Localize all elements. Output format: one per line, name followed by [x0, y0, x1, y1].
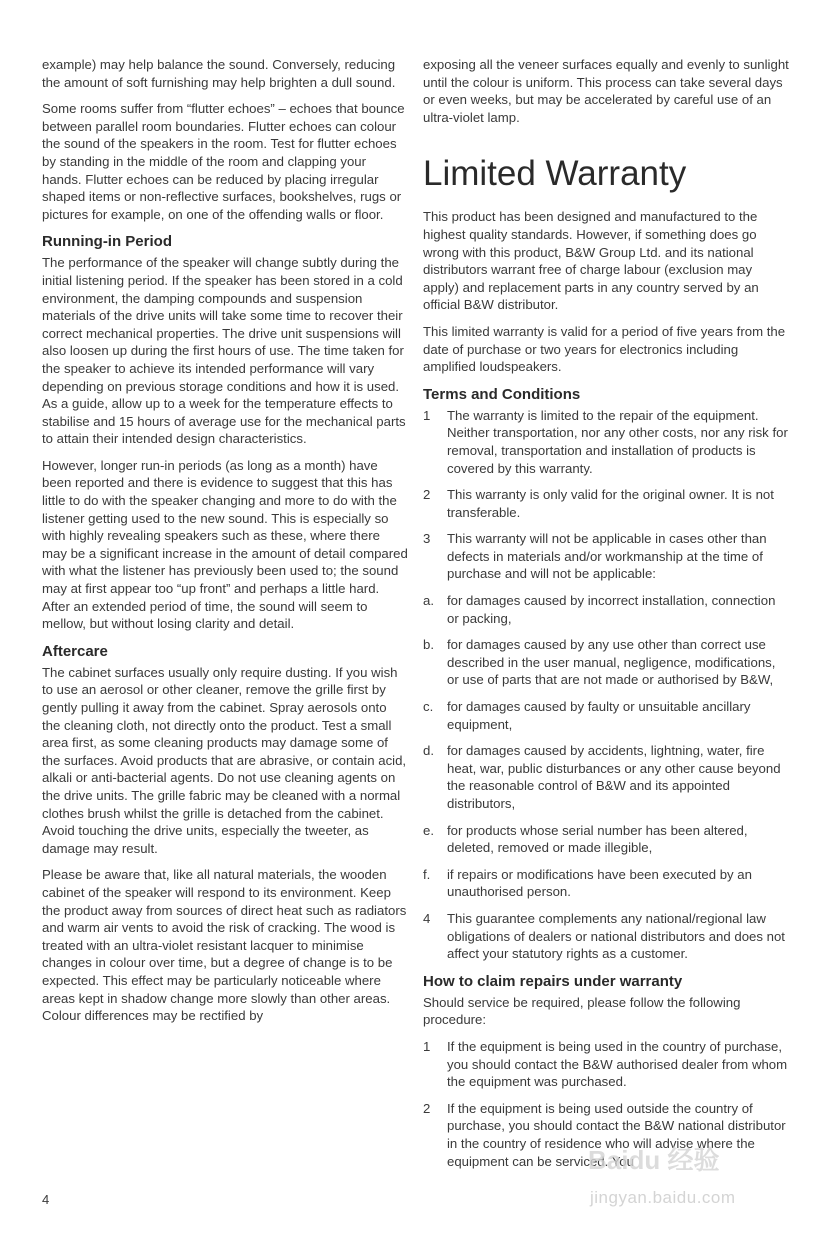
list-text: for damages caused by incorrect installation, connection or packing,	[447, 593, 776, 626]
list-number: f.	[423, 866, 431, 882]
paragraph: Some rooms suffer from “flutter echoes” – echoes that bounce between parallel room boundaries. Flutter echoes can colour the sound of the speakers in the room. Test for flutter echoes by standing in the middle of the room and clapping your hands. Flutter echoes can be reduced by placing irregular shaped items or non-reflective surfaces, bookshelves, rugs or pictures for example, on one of the offending walls or floor.	[42, 101, 405, 222]
paragraph: This limited warranty is valid for a period of five years from the date of purchase or two years for electronics including amplified loudspeakers.	[423, 323, 786, 375]
list-text: if repairs or modifications have been executed by an unauthorised person.	[447, 866, 752, 900]
list-text: The warranty is limited to the repair of the equipment. Neither transportation, nor any other costs, nor any risk for removal, transportation and installation of products is covered by this warranty.	[447, 407, 788, 476]
list-text: for products whose serial number has been altered, deleted, removed or made illegible,	[447, 822, 748, 856]
right-column	[423, 56, 789, 1179]
watermark-url: jingyan.baidu.com	[590, 1188, 736, 1207]
list-number: 2	[423, 1100, 431, 1116]
list-text: for damages caused by faulty or unsuitable ancillary equipment,	[447, 699, 751, 732]
list-item	[423, 866, 789, 901]
paragraph: example) may help balance the sound. Conversely, reducing the amount of soft furnishing may help brighten a dull sound.	[42, 57, 396, 90]
list-number: 1	[423, 1038, 431, 1054]
list-number: 2	[423, 487, 431, 503]
list-text: If the equipment is being used outside the country of purchase, you should contact the B&W national distributor in the country of residence who will advise where the equipment can be serviced. You	[447, 1100, 786, 1169]
list-item	[423, 486, 789, 521]
paragraph: Should service be required, please follow the following procedure:	[423, 994, 741, 1028]
list-text: This guarantee complements any national/regional law obligations of dealers or national distributors and does not affect your statutory rights as a customer.	[447, 910, 785, 962]
section-heading-claim: How to claim repairs under warranty	[423, 972, 683, 990]
paragraph: exposing all the veneer surfaces equally and evenly to sunlight until the colour is uniform. This process can take several days or even weeks, but may be accelerated by careful use of an ultra-violet lamp.	[423, 57, 789, 125]
paragraph: This product has been designed and manufactured to the highest quality standards. However, if something does go wrong with this product, B&W Group Ltd. and its national distributors warrant free of charge labour (exclusion may apply) and replacement parts in any country served by an official B&W distributor.	[423, 209, 759, 313]
list-number: 1	[423, 407, 431, 423]
list-item	[423, 636, 789, 689]
list-text: for damages caused by accidents, lightning, water, fire heat, war, public disturbances or any other cause beyond the reasonable control of B&W and its appointed distributors,	[447, 743, 781, 811]
left-column	[42, 56, 408, 1034]
paragraph: The performance of the speaker will change subtly during the initial listening period. If the speaker has been stored in a cold environment, the damping compounds and suspension materials of the drive units will take some time to recover their correct mechanical properties. The drive unit suspensions will also loosen up during the first hours of use. The time taken for the speaker to achieve its intended performance will vary depending on previous storage conditions and how it is used. As a guide, allow up to a week for the temperature effects to stabilise and 15 hours of average use for the mechanical parts to attain their intended design characteristics.	[42, 255, 406, 447]
list-text: for damages caused by any use other than correct use described in the user manual, negligence, modifications, or use of parts that are not made or authorised by B&W,	[447, 637, 776, 688]
paragraph: The cabinet surfaces usually only require dusting. If you wish to use an aerosol or other cleaner, remove the grille first by gently pulling it away from the cabinet. Spray aerosols onto the cleaning cloth, not directly onto the product. Test a small area first, as some cleaning products may damage some of the surfaces. Avoid products that are abrasive, or contain acid, alkali or anti-bacterial agents. Do not use cleaning agents on the drive units. The grille fabric may be cleaned with a normal clothes brush whilst the grille is detached from the cabinet. Avoid touching the drive units, especially the tweeter, as damage may result.	[42, 664, 407, 856]
page-title: Limited Warranty	[423, 154, 687, 194]
terms-list	[423, 407, 789, 963]
list-item	[423, 1038, 789, 1091]
list-text: This warranty will not be applicable in cases other than defects in materials and/or workmanship at the time of purchase and will not be applicable:	[447, 531, 767, 582]
list-number: d.	[423, 743, 434, 759]
list-number: e.	[423, 822, 434, 838]
list-text: This warranty is only valid for the original owner. It is not transferable.	[447, 487, 774, 520]
list-number: c.	[423, 699, 434, 715]
list-item	[423, 407, 789, 477]
paragraph: Please be aware that, like all natural materials, the wooden cabinet of the speaker will respond to its environment. Keep the product away from sources of direct heat such as radiators and warm air vents to avoid the risk of cracking. The wood is treated with an ultra-violet resistant lacquer to minimise changes in colour over time, but a degree of change is to be expected. This effect may be particularly noticeable where areas kept in shadow change more slowly than other areas. Colour differences may be rectified by	[42, 867, 407, 1024]
section-heading-aftercare: Aftercare	[42, 642, 108, 660]
list-item	[423, 698, 789, 733]
list-number: 4	[423, 910, 431, 926]
list-item	[423, 530, 789, 583]
list-text: If the equipment is being used in the country of purchase, you should contact the B&W authorised dealer from whom the equipment was purchased.	[447, 1038, 788, 1090]
list-item	[423, 742, 789, 812]
list-item	[423, 822, 789, 857]
page-number: 4	[42, 1192, 50, 1207]
section-heading-running-in: Running-in Period	[42, 233, 172, 251]
list-number: a.	[423, 593, 434, 609]
list-number: 3	[423, 531, 431, 547]
list-item	[423, 910, 789, 963]
section-heading-terms: Terms and Conditions	[423, 385, 581, 403]
list-item	[423, 592, 789, 627]
paragraph: However, longer run-in periods (as long as a month) have been reported and there is evidence to suggest that this has little to do with the speaker changing and more to do with the listener getting used to the new sound. This is especially so with highly revealing speakers such as these, where there may be a significant increase in the amount of detail compared with what the listener has previously been used to; the sound may at first appear too “up front” and perhaps a little hard. After an extended period of time, the sound will seem to mellow, but without losing clarity and detail.	[42, 457, 408, 632]
list-number: b.	[423, 637, 434, 653]
watermark-logo: Baidu 经验	[588, 1145, 720, 1175]
